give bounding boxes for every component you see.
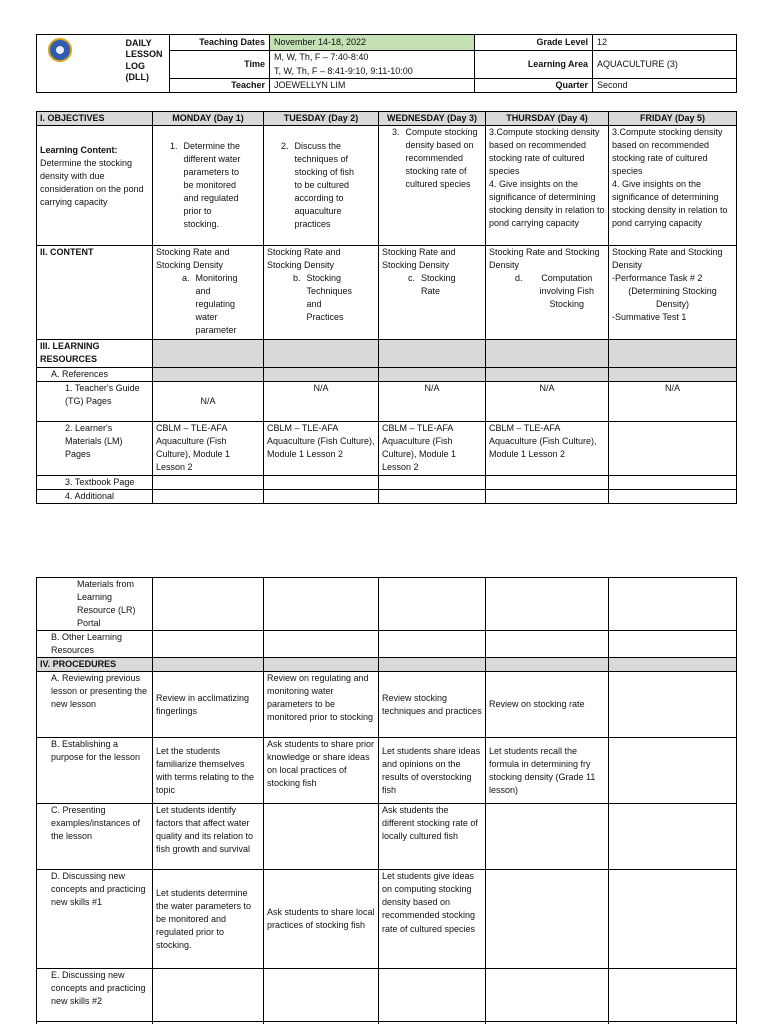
- content-heading: II. CONTENT: [37, 246, 153, 340]
- procedure-a-tuesday: Review on regulating and monitoring water parameters to be monitored prior to stocking: [264, 672, 379, 738]
- logo-cell: [37, 35, 122, 93]
- procedure-b-monday: Let the students familiarize themselves with terms relating to the topic: [153, 738, 264, 804]
- lm-tuesday: CBLM – TLE-AFA Aquaculture (Fish Culture), Module 1 Lesson 2: [264, 422, 379, 476]
- day-header-friday: FRIDAY (Day 5): [609, 112, 737, 126]
- objective-wednesday: 3. Compute stocking density based on recommended stocking rate of cultured species: [379, 126, 486, 246]
- procedures-heading: IV. PROCEDURES: [37, 658, 153, 672]
- procedure-c-label: C. Presenting examples/instances of the lesson: [37, 804, 153, 870]
- teaching-dates-value: November 14-18, 2022: [270, 35, 475, 51]
- procedure-d-tuesday: Ask students to share local practices of stocking fish: [264, 870, 379, 969]
- references-label: A. References: [37, 368, 153, 382]
- teacher-label: Teacher: [170, 79, 270, 93]
- tg-wednesday: N/A: [379, 382, 486, 422]
- time-value: M, W, Th, F – 7:40-8:40 T, W, Th, F – 8:41-9:10, 9:11-10:00: [270, 51, 475, 79]
- tg-friday: N/A: [609, 382, 737, 422]
- learning-content-cell: Learning Content: Determine the stocking density with due consideration on the pond carrying capacity: [37, 126, 153, 246]
- header-table: [36, 34, 737, 93]
- procedure-e-label: E. Discussing new concepts and practicing new skills #2: [37, 969, 153, 1022]
- additional-materials-label: 4. Additional: [37, 490, 153, 504]
- procedure-c-wednesday: Ask students the different stocking rate of locally cultured fish: [379, 804, 486, 870]
- learners-materials-label: 2. Learner's Materials (LM) Pages: [37, 422, 153, 476]
- other-resources-label: B. Other Learning Resources: [37, 631, 153, 658]
- learning-resources-heading: III. LEARNING RESOURCES: [37, 340, 153, 368]
- tg-monday: N/A: [153, 382, 264, 422]
- objective-friday: 3.Compute stocking density based on recommended stocking rate of cultured species 4. Give insights on the significance of determining stocking density in relation to pond carrying capacity: [609, 126, 737, 246]
- procedure-a-thursday: Review on stocking rate: [486, 672, 609, 738]
- content-tuesday: Stocking Rate and Stocking Density b. Stocking Techniques and Practices: [264, 246, 379, 340]
- content-monday: Stocking Rate and Stocking Density a. Monitoring and regulating water parameter: [153, 246, 264, 340]
- objective-tuesday: 2. Discuss the techniques of stocking of fish to be cultured according to aquaculture practices: [264, 126, 379, 246]
- tg-tuesday: N/A: [264, 382, 379, 422]
- quarter-value: Second: [593, 79, 737, 93]
- procedure-d-label: D. Discussing new concepts and practicing new skills #1: [37, 870, 153, 969]
- procedure-c-monday: Let students identify factors that affect water quality and its relation to fish growth and survival: [153, 804, 264, 870]
- learning-area-label: Learning Area: [475, 51, 593, 79]
- procedure-b-label: B. Establishing a purpose for the lesson: [37, 738, 153, 804]
- dll-title: DAILY LESSON LOG (DLL): [122, 35, 170, 93]
- textbook-label: 3. Textbook Page: [37, 476, 153, 490]
- content-thursday: Stocking Rate and Stocking Density d. Computation involving Fish Stocking: [486, 246, 609, 340]
- procedure-d-wednesday: Let students give ideas on computing stocking density based on recommended stocking rate of cultured species: [379, 870, 486, 969]
- learning-area-value: AQUACULTURE (3): [593, 51, 737, 79]
- teachers-guide-label: 1. Teacher's Guide (TG) Pages: [37, 382, 153, 422]
- procedure-a-label: A. Reviewing previous lesson or presenting the new lesson: [37, 672, 153, 738]
- grade-level-value: 12: [593, 35, 737, 51]
- day-header-tuesday: TUESDAY (Day 2): [264, 112, 379, 126]
- grade-level-label: Grade Level: [475, 35, 593, 51]
- day-header-monday: MONDAY (Day 1): [153, 112, 264, 126]
- dll-table-part-1: [36, 111, 737, 504]
- procedure-b-tuesday: Ask students to share prior knowledge or share ideas on local practices of stocking fish: [264, 738, 379, 804]
- tg-thursday: N/A: [486, 382, 609, 422]
- objective-thursday: 3.Compute stocking density based on recommended stocking rate of cultured species 4. Give insights on the significance of determining stocking density in relation to pond carrying capacity: [486, 126, 609, 246]
- additional-materials-cont: Materials from Learning Resource (LR) Portal: [37, 578, 153, 631]
- procedure-a-wednesday: Review stocking techniques and practices: [379, 672, 486, 738]
- procedure-b-thursday: Let students recall the formula in determining fry stocking density (Grade 11 lesson): [486, 738, 609, 804]
- teaching-dates-label: Teaching Dates: [170, 35, 270, 51]
- content-wednesday: Stocking Rate and Stocking Density c. Stocking Rate: [379, 246, 486, 340]
- quarter-label: Quarter: [475, 79, 593, 93]
- day-header-thursday: THURSDAY (Day 4): [486, 112, 609, 126]
- lm-monday: CBLM – TLE-AFA Aquaculture (Fish Culture), Module 1 Lesson 2: [153, 422, 264, 476]
- day-header-wednesday: WEDNESDAY (Day 3): [379, 112, 486, 126]
- teacher-value: JOEWELLYN LIM: [270, 79, 475, 93]
- dll-table-part-2: [36, 577, 737, 1024]
- content-friday: Stocking Rate and Stocking Density -Performance Task # 2 (Determining Stocking Density) -Summative Test 1: [609, 246, 737, 340]
- time-label: Time: [170, 51, 270, 79]
- procedure-d-monday: Let students determine the water parameters to be monitored and regulated prior to stocking.: [153, 870, 264, 969]
- procedure-a-monday: Review in acclimatizing fingerlings: [153, 672, 264, 738]
- lm-thursday: CBLM – TLE-AFA Aquaculture (Fish Culture), Module 1 Lesson 2: [486, 422, 609, 476]
- objectives-heading: I. OBJECTIVES: [37, 112, 153, 126]
- objective-monday: 1. Determine the different water parameters to be monitored and regulated prior to stocking.: [153, 126, 264, 246]
- procedure-b-wednesday: Let students share ideas and opinions on the results of overstocking fish: [379, 738, 486, 804]
- lm-wednesday: CBLM – TLE-AFA Aquaculture (Fish Culture), Module 1 Lesson 2: [379, 422, 486, 476]
